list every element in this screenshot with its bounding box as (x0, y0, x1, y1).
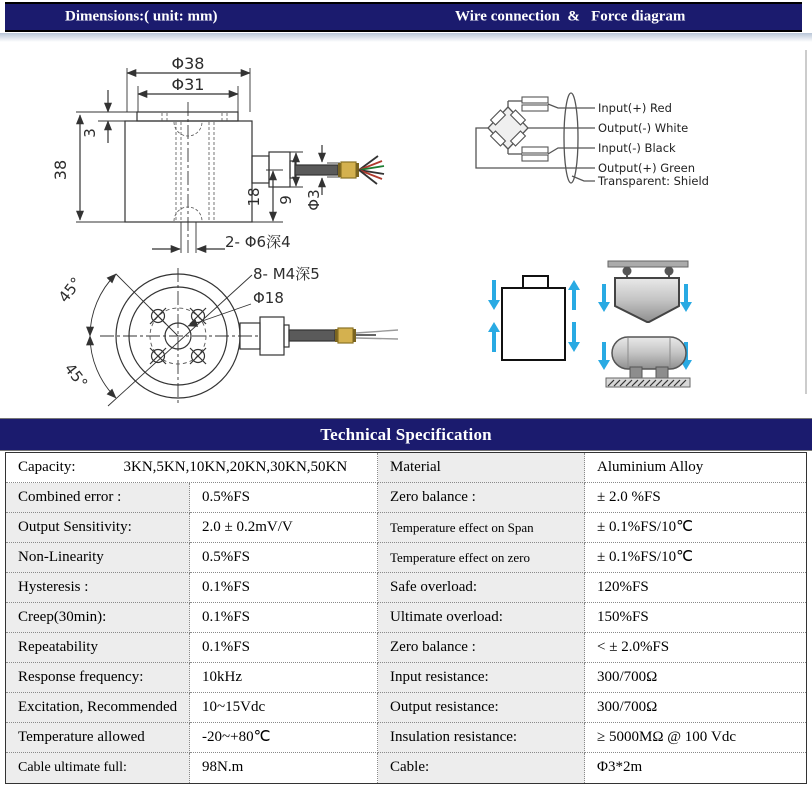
table-row (6, 483, 806, 513)
spec-cell-value: ≥ 5000MΩ @ 100 Vdc (585, 723, 806, 753)
spec-cell-label: Cable ultimate full: (6, 753, 190, 783)
spec-cell-label: Temperature effect on Span (378, 513, 585, 543)
table-row (6, 633, 806, 663)
spec-table (5, 452, 807, 784)
spec-cell-label: Output Sensitivity: (6, 513, 190, 543)
spec-cell-label: Non-Linearity (6, 543, 190, 573)
spec-title-bar (0, 418, 812, 451)
spec-cell-label: Zero balance : (378, 483, 585, 513)
table-row (6, 753, 806, 783)
wire-label-input-plus: Input(+) Red (598, 101, 672, 115)
dim-angle-bottom: 45° (60, 359, 92, 392)
spec-cell-label: Safe overload: (378, 573, 585, 603)
technical-drawing (0, 42, 812, 415)
wire-connection-diagram (476, 93, 709, 188)
bridge-diamond (488, 107, 528, 149)
spec-cell-value: 300/700Ω (585, 693, 806, 723)
table-row (6, 693, 806, 723)
dim-dia3: Φ3 (305, 189, 323, 211)
spec-cell-label: Insulation resistance: (378, 723, 585, 753)
spec-cell-value: Aluminium Alloy (585, 453, 806, 483)
spec-cell-value: ± 2.0 %FS (585, 483, 806, 513)
spec-cell-value: 2.0 ± 0.2mV/V (190, 513, 378, 543)
spec-cell-value: 0.5%FS (190, 483, 378, 513)
dim-bottom-holes: 2- Φ6深4 (225, 233, 291, 251)
dim-9: 9 (277, 195, 295, 205)
spec-cell-label: Ultimate overload: (378, 603, 585, 633)
spec-cell-value: 0.5%FS (190, 543, 378, 573)
capacity-value: 3KN,5KN,10KN,20KN,30KN,50KN (123, 459, 348, 475)
force-diagram-hopper (608, 261, 688, 322)
table-row (6, 513, 806, 543)
wire-label-output-plus: Output(+) Green (598, 161, 696, 175)
dim-18: 18 (245, 187, 263, 207)
header-dimensions-label: Dimensions:( unit: mm) (65, 8, 218, 25)
wire-label-output-minus: Output(-) White (598, 121, 689, 135)
table-row (6, 603, 806, 633)
spec-cell-label: Creep(30min): (6, 603, 190, 633)
spec-cell-label: Cable: (378, 753, 585, 783)
force-diagram-tank (606, 337, 690, 387)
spec-cell-label: Output resistance: (378, 693, 585, 723)
spec-title-text: Technical Specification (320, 424, 492, 444)
dim-dia38: Φ38 (171, 54, 205, 73)
capacity-label: Capacity: (18, 459, 76, 475)
spec-cell-label: Excitation, Recommended (6, 693, 190, 723)
table-row (6, 723, 806, 753)
spec-cell-value: -20~+80℃ (190, 723, 378, 753)
spec-cell-value: 0.1%FS (190, 573, 378, 603)
force-diagram-box (502, 276, 565, 360)
spec-cell-value: ± 0.1%FS/10℃ (585, 543, 806, 573)
header-bar (5, 2, 802, 32)
spec-cell-value: 120%FS (585, 573, 806, 603)
dim-angle-top: 45° (54, 273, 86, 306)
spec-cell-label: Repeatability (6, 633, 190, 663)
dim-dia31: Φ31 (171, 75, 205, 94)
header-wire-force-label: Wire connection & Force diagram (455, 8, 686, 25)
bottom-view-drawing (55, 265, 398, 406)
spec-cell-value: ± 0.1%FS/10℃ (585, 513, 806, 543)
dim-dia18: Φ18 (253, 289, 284, 307)
dim-cap3: 3 (81, 128, 99, 138)
spec-cell-value: 0.1%FS (190, 603, 378, 633)
header-shadow (0, 33, 812, 42)
cable-wires (359, 156, 384, 184)
spec-cell-label: Combined error : (6, 483, 190, 513)
spec-cell-label: Response frequency: (6, 663, 190, 693)
spec-cell-label: Hysteresis : (6, 573, 190, 603)
table-row (6, 543, 806, 573)
wire-label-input-minus: Input(-) Black (598, 141, 676, 155)
spec-cell-label: Material (378, 453, 585, 483)
spec-cell-value: 150%FS (585, 603, 806, 633)
cable-ellipse (564, 93, 578, 183)
spec-cell-value: Φ3*2m (585, 753, 806, 783)
spec-cell-value: 10kHz (190, 663, 378, 693)
spec-cell-label: Input resistance: (378, 663, 585, 693)
table-row (6, 573, 806, 603)
table-row (6, 663, 806, 693)
spec-cell-value: 10~15Vdc (190, 693, 378, 723)
dim-height38: 38 (51, 159, 70, 181)
dim-m4-holes: 8- M4深5 (253, 265, 320, 283)
spec-cell-label: Temperature allowed (6, 723, 190, 753)
spec-cell-value: < ± 2.0%FS (585, 633, 806, 663)
capacity-cell (6, 453, 378, 483)
wire-label-shield: Transparent: Shield (598, 174, 709, 188)
table-row (6, 453, 806, 483)
spec-cell-label: Zero balance : (378, 633, 585, 663)
side-view-drawing (51, 54, 384, 253)
spec-cell-value: 0.1%FS (190, 633, 378, 663)
spec-cell-value: 98N.m (190, 753, 378, 783)
spec-cell-value: 300/700Ω (585, 663, 806, 693)
spec-cell-label: Temperature effect on zero (378, 543, 585, 573)
